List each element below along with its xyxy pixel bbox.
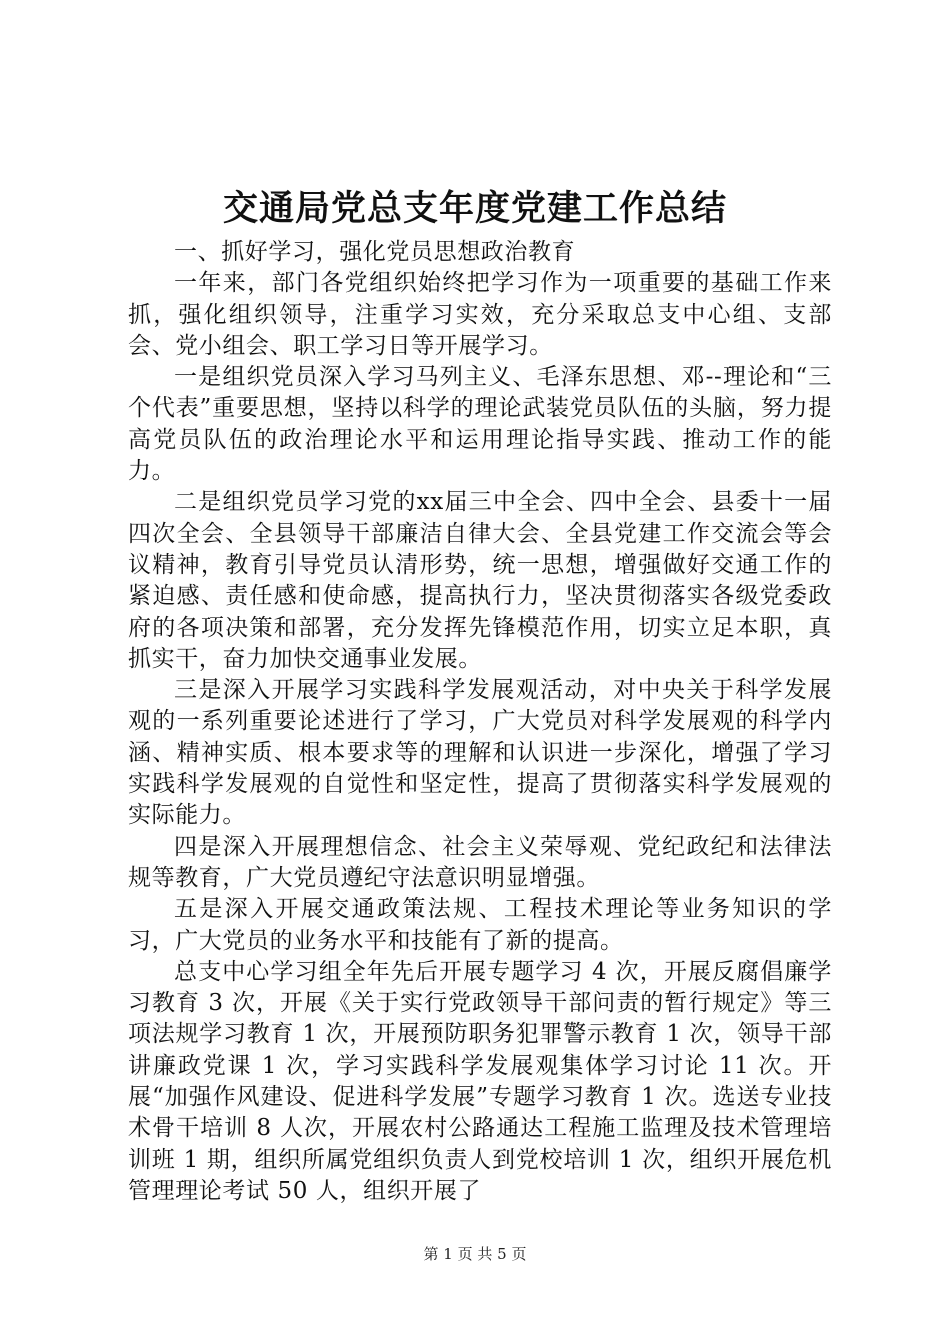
document-body	[128, 237, 832, 1207]
paragraph: 四是深入开展理想信念、社会主义荣辱观、党纪政纪和法律法规等教育，广大党员遵纪守法意识明显增强。	[128, 833, 832, 891]
paragraph: 五是深入开展交通政策法规、工程技术理论等业务知识的学习，广大党员的业务水平和技能有了新的提高。	[128, 896, 832, 954]
paragraph: 三是深入开展学习实践科学发展观活动，对中央关于科学发展观的一系列重要论述进行了学习，广大党员对科学发展观的科学内涵、精神实质、根本要求等的理解和认识进一步深化，增强了学习实践科学发展观的自觉性和坚定性，提高了贯彻落实科学发展观的实际能力。	[128, 677, 832, 829]
section-heading: 一、抓好学习，强化党员思想政治教育	[174, 239, 576, 265]
page-number: 第 1 页 共 5 页	[423, 1245, 527, 1263]
paragraph: 总支中心学习组全年先后开展专题学习 4 次，开展反腐倡廉学习教育 3 次，开展《关于实行党政领导干部问责的暂行规定》等三项法规学习教育 1 次，开展预防职务犯罪警示教育 1 次，领导干部讲廉政党课 1 次，学习实践科学发展观集体学习讨论 11 次。开展“加强作风建设、促进科学发展”专题学习教育 1 次。选送专业技术骨干培训 8 人次，开展农村公路通达工程施工监理及技术管理培训班 1 期，组织所属党组织负责人到党校培训 1 次，组织开展危机管理理论考试 50 人，组织开展了	[128, 958, 832, 1204]
document-title: 交通局党总支年度党建工作总结	[222, 188, 727, 229]
paragraph: 二是组织党员学习党的xx届三中全会、四中全会、县委十一届四次全会、全县领导干部廉洁自律大会、全县党建工作交流会等会议精神，教育引导党员认清形势，统一思想，增强做好交通工作的紧迫感、责任感和使命感，提高执行力，坚决贯彻落实各级党委政府的各项决策和部署，充分发挥先锋模范作用，切实立足本职，真抓实干，奋力加快交通事业发展。	[128, 489, 832, 672]
paragraph: 一年来，部门各党组织始终把学习作为一项重要的基础工作来抓，强化组织领导，注重学习实效，充分采取总支中心组、支部会、党小组会、职工学习日等开展学习。	[128, 270, 832, 359]
paragraph: 一是组织党员深入学习马列主义、毛泽东思想、邓--理论和“三个代表”重要思想，坚持以科学的理论武装党员队伍的头脑，努力提高党员队伍的政治理论水平和运用理论指导实践、推动工作的能力。	[128, 364, 832, 485]
